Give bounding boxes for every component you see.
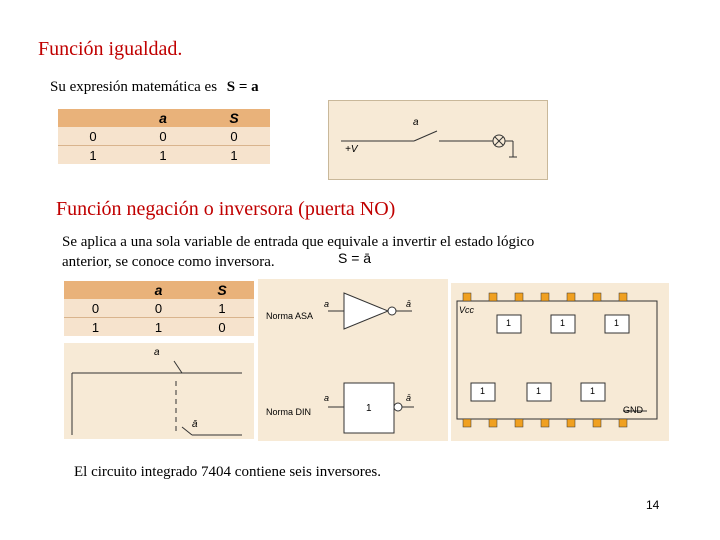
inverter-text: 1: [480, 386, 486, 396]
inverter-text: 1: [590, 386, 596, 396]
section-title-negation: Función negación o inversora (puerta NO): [56, 198, 396, 220]
asa-input-label: a: [324, 299, 330, 309]
supply-label: +V: [345, 144, 358, 155]
table-cell: 0: [127, 299, 190, 318]
table-cell: 1: [127, 318, 190, 337]
chip-bottom-pins: [463, 419, 627, 427]
table-cell: 0: [198, 127, 270, 146]
truth-table-header-s: S: [190, 281, 254, 299]
din-label: Norma DIN: [266, 407, 312, 417]
negation-description-line1: Se aplica a una sola variable de entrada que equivale a invertir el estado lógico: [62, 234, 535, 250]
table-cell: 1: [64, 318, 127, 337]
table-cell: 1: [198, 146, 270, 165]
inverter-symbols-figure: [258, 279, 448, 441]
table-cell: 1: [128, 146, 198, 165]
inverter-text: 1: [614, 318, 620, 328]
negation-truth-table: [64, 281, 254, 341]
negation-switch-circuit: [64, 343, 254, 439]
asa-output-label: ā: [406, 299, 412, 309]
chip-caption: El circuito integrado 7404 contiene seis inversores.: [74, 464, 381, 480]
table-row: [64, 318, 254, 337]
din-input-label: a: [324, 393, 330, 403]
switch-output-label: ā: [192, 419, 198, 430]
section-title-identity: Función igualdad.: [38, 38, 183, 60]
din-output-label: ā: [406, 393, 412, 403]
switch-lever: [414, 131, 437, 141]
identity-circuit-figure: [328, 100, 548, 180]
vcc-label: Vcc: [459, 305, 475, 315]
table-cell: 0: [190, 318, 254, 337]
switch-input-label: a: [154, 347, 160, 358]
expression-label: Su expresión matemática es: [50, 79, 218, 95]
table-row: [58, 146, 270, 165]
table-cell: 1: [58, 146, 128, 165]
table-row: [58, 127, 270, 146]
identity-truth-table: [58, 109, 270, 171]
page-number: 14: [646, 498, 660, 512]
identity-circuit-diagram: [329, 101, 547, 179]
inverter-text: 1: [506, 318, 512, 328]
switch-label: a: [413, 117, 419, 128]
din-box-text: 1: [366, 403, 372, 414]
truth-table-header-a: a: [127, 281, 190, 299]
truth-table-header-s: S: [198, 109, 270, 127]
table-row: [64, 299, 254, 318]
chip-top-pins: [463, 293, 627, 301]
truth-table-header-a: a: [128, 109, 198, 127]
negation-formula: [338, 250, 371, 266]
table-cell: 0: [128, 127, 198, 146]
negation-description-line2: anterior, se conoce como inversora.: [62, 254, 275, 270]
asa-label: Norma ASA: [266, 311, 314, 321]
table-cell: 0: [58, 127, 128, 146]
negation-formula-text: S = ā: [338, 250, 372, 266]
table-cell: 0: [64, 299, 127, 318]
expression-text: [50, 78, 259, 96]
chip-7404-figure: [451, 283, 669, 441]
expression-formula: S = a: [226, 79, 259, 95]
inverter-text: 1: [536, 386, 542, 396]
inverter-text: 1: [560, 318, 566, 328]
gnd-label: GND: [623, 405, 643, 415]
asa-inverter-symbol: [344, 293, 388, 329]
chip-7404-diagram: [451, 283, 669, 441]
table-cell: 1: [190, 299, 254, 318]
